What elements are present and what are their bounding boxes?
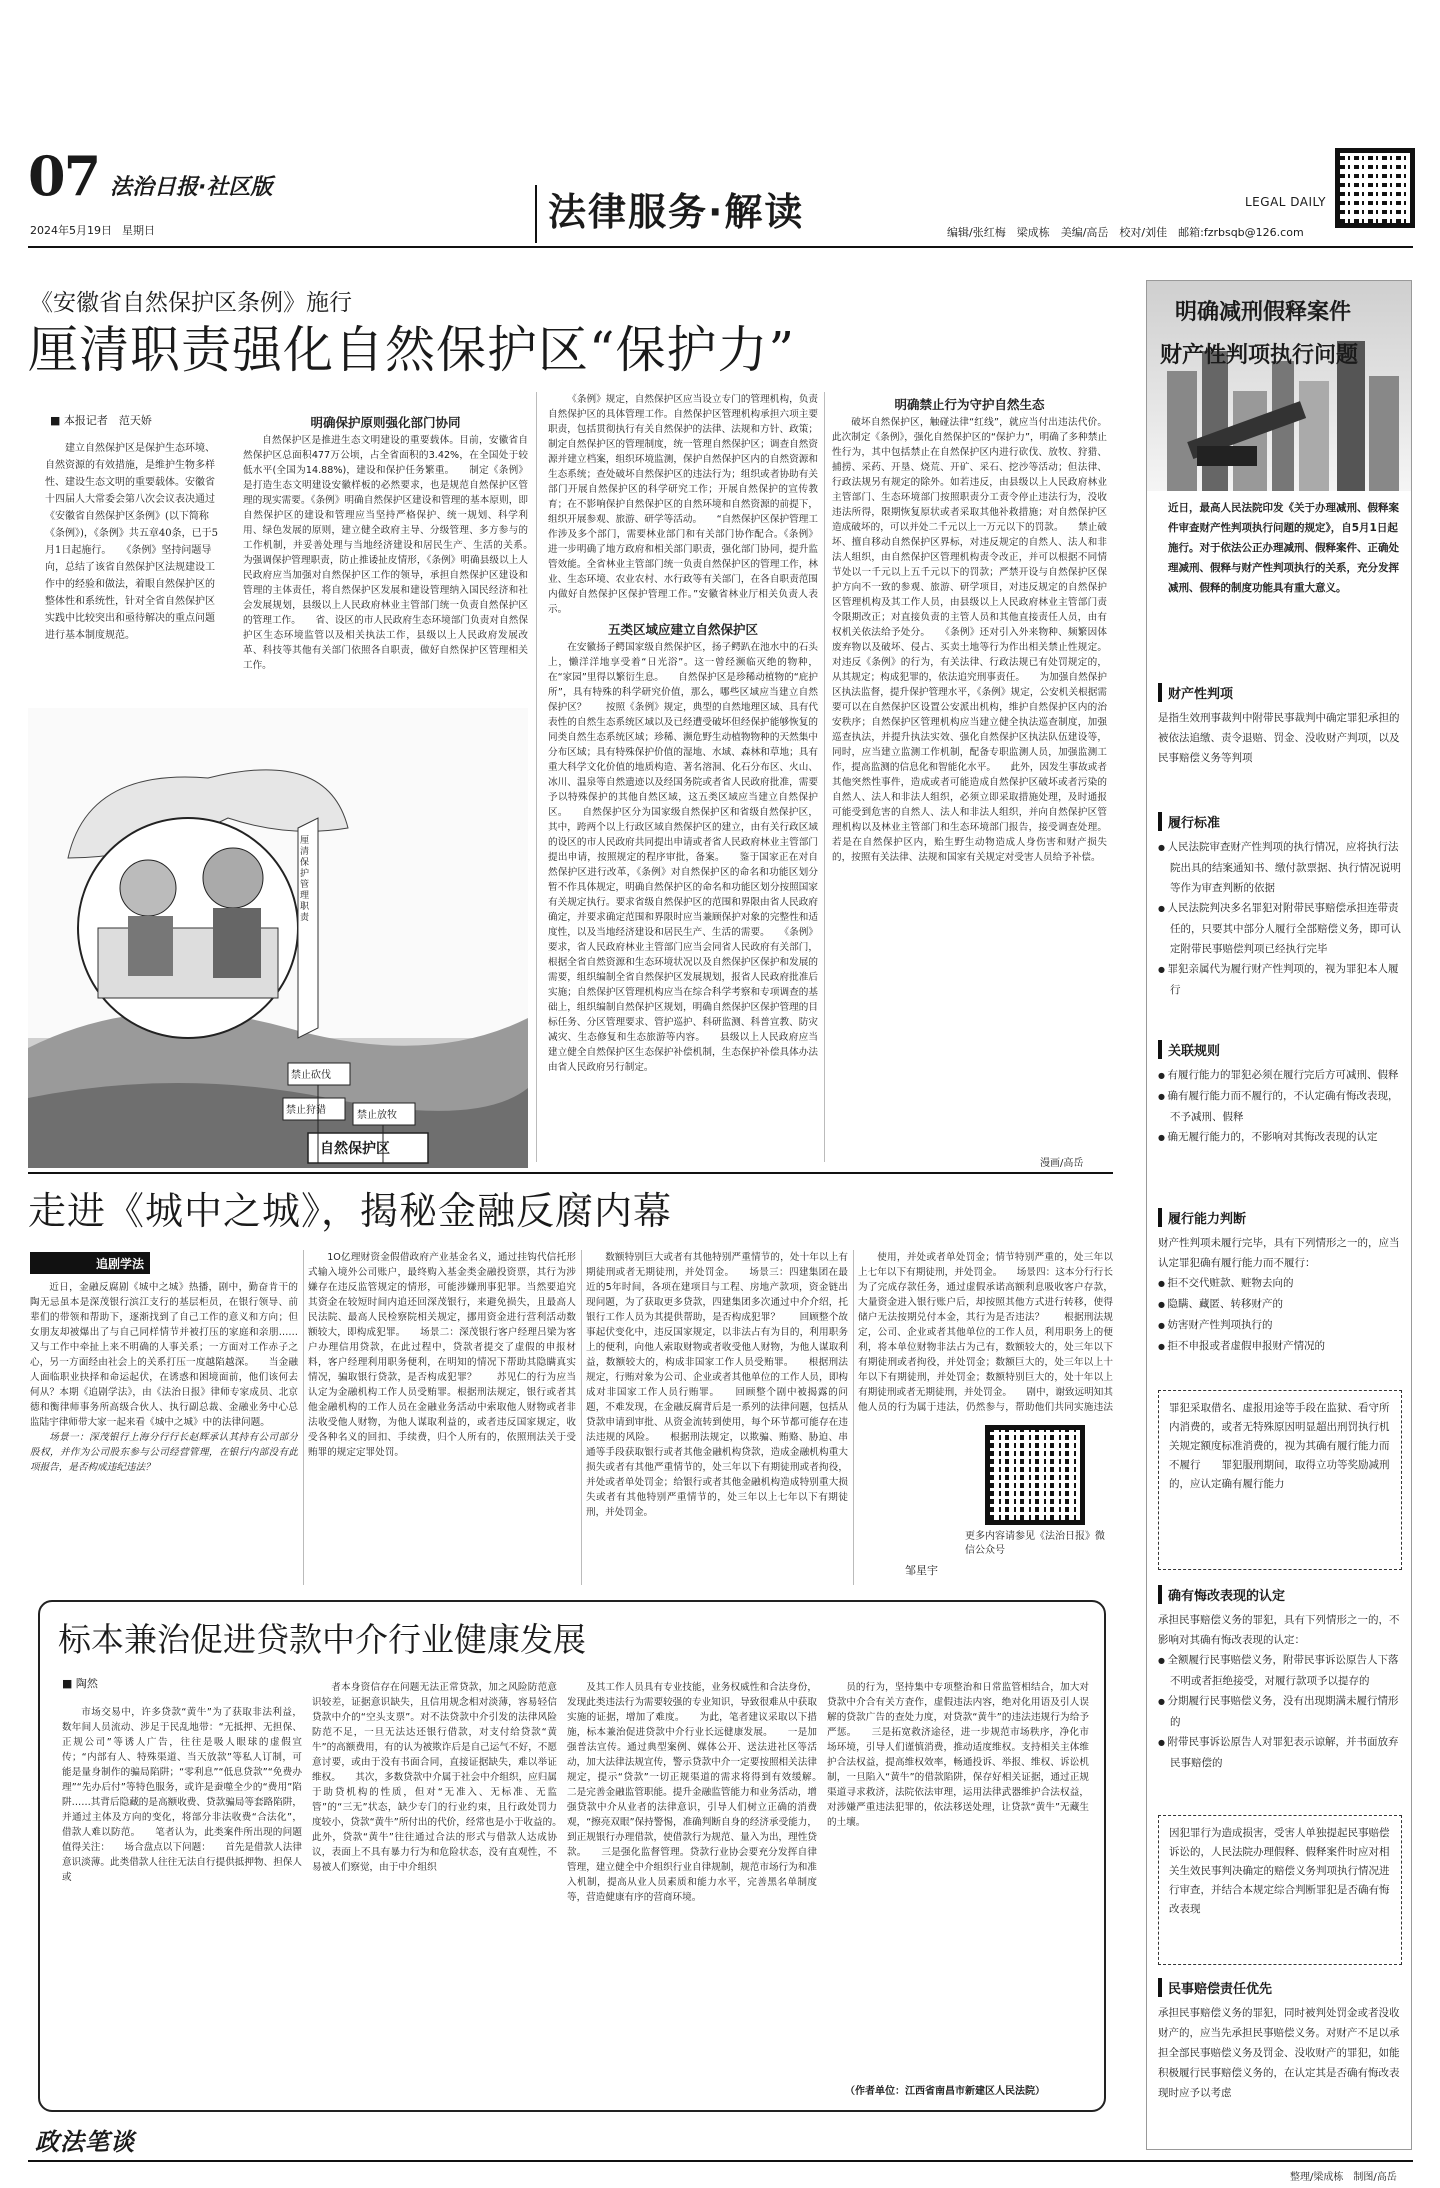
article3-headline: 标本兼治促进贷款中介行业健康发展 (58, 1620, 586, 1659)
article2-col4: 使用，并处或者单处罚金；情节特别严重的，处三年以上七年以下有期徒刑，并处罚金。 场景四：这本分行行长为了完成存款任务，通过虚假承诺高额利息吸收客户存款，大量资金进入银行账户后，却按照其他方式进行转移，使得储户无法按期兑付本金，其行为是否违法？ 根据刑法规定，公司、企业或者其他单位的工作人员，利用职务上的便利，将本单位财物非法占为己有，数额较大的，处三年以下有期徒刑或者拘役，并处罚金；数额巨大的，处三年以上十年以下有期徒刑，并处罚金；数额特别巨大的，处十年以上有期徒刑或者无期徒刑，并处罚金。 剧中，谢致远明知其他人员的行为属于违法，仍然参与，帮助他们共同实施违法 (858, 1252, 1113, 1413)
col-rule (536, 392, 537, 1162)
editors-line: 编辑/张红梅 梁成栋 美编/高岳 校对/刘佳 邮箱:fzrbsqb@126.com (947, 226, 1304, 239)
legal-daily-wordmark: LEGAL DAILY (1245, 195, 1326, 209)
sidebar-section-remorse (1158, 1585, 1402, 1773)
list-item: ● 有履行能力的罪犯必须在履行完后方可减刑、假释 (1158, 1065, 1402, 1086)
section-title: 民事赔偿责任优先 (1158, 1978, 1402, 1997)
cartoon-label-3: 禁止放牧 (357, 1110, 397, 1121)
sidebar-note-box-1: 罪犯采取借名、虚报用途等手段在监狱、看守所内消费的，或者无特殊原因明显超出刑罚执行机关规定额度标准消费的，视为其确有履行能力而不履行 罪犯服刑期间，取得立功等奖励减刑的，应认定确有履行能力 (1158, 1390, 1402, 1570)
article2-headline: 走进《城中之城》，揭秘金融反腐内幕 (28, 1189, 673, 1233)
article3-byline: ■ 陶然 (62, 1677, 98, 1690)
article1-byline: ■ 本报记者 范天娇 (50, 414, 152, 427)
section-title: 法律服务·解读 (548, 190, 805, 234)
article1-illustrator: 漫画/高岳 (1040, 1158, 1084, 1169)
section-title: 确有悔改表现的认定 (1158, 1585, 1402, 1604)
article1-subhead-3: 明确禁止行为守护自然生态 (894, 397, 1045, 412)
section-intro: 财产性判项未履行完毕，具有下列情形之一的，应当认定罪犯确有履行能力而不履行： (1158, 1237, 1400, 1269)
list-item: ● 人民法院审查财产性判项的执行情况，应将执行法院出具的结案通知书、缴付款票据、执行情况说明等作为审查判断的依据 (1158, 837, 1402, 898)
section-title: 关联规则 (1158, 1040, 1402, 1059)
sidebar-intro: 近日，最高人民法院印发《关于办理减刑、假释案件审查财产性判项执行问题的规定》，自5月1日起施行。对于依法公正办理减刑、假释案件、正确处理减刑、假释与财产性判项执行的关系，充分发挥减刑、假释的制度功能具有重大意义。 (1168, 502, 1399, 594)
header-qr-code (1335, 148, 1415, 228)
sidebar-title-line1: 明确减刑假释案件 (1175, 300, 1352, 325)
section-title: 财产性判项 (1158, 683, 1402, 702)
issue-weekday: 星期日 (122, 224, 155, 237)
sidebar-title-line2: 财产性判项执行问题 (1160, 343, 1359, 368)
list-item: ● 确有履行能力而不履行的，不认定确有悔改表现，不予减刑、假释 (1158, 1086, 1402, 1127)
cartoon-label-2: 禁止狩猎 (286, 1105, 326, 1116)
article1-col3: 明确禁止行为守护自然生态 破坏自然保护区，触碰法律“红线”，就应当付出违法代价。此次制定《条例》，强化自然保护区的“保护力”，明确了多种禁止性行为，其中包括禁止在自然保护区内进行砍伐、放牧、狩猎、捕捞、采药、开垦、烧荒、开矿、采石、挖沙等活动；但法律、行政法规另有规定的除外。如若违反，由县级以上人民政府林业主管部门、生态环境部门按照职责分工责令停止违法行为，没收违法所得，限期恢复原状或者采取其他补救措施；对自然保护区造成破坏的，可以并处二千元以上一万元以下的罚款。 禁止破坏、擅自移动自然保护区界标，对违反规定的自然人、法人和非法人组织，由自然保护区管理机构责令改正，并可以根据不同情节处以一千元以上五千元以下的罚款；严禁开设与自然保护区保护方向不一致的参观、旅游、研学项目，对违反规定的自然保护区管理机构及其工作人员，由县级以上人民政府林业主管部门责令限期改正；对直接负责的主管人员和其他直接责任人员，由有权机关依法给予处分。 《条例》还对引入外来物种、频繁因体废弃物以及破坏、侵占、买卖土地等行为作出相关禁止性规定。对违反《条例》的行为，有关法律、行政法规已有处罚规定的，从其规定；构成犯罪的，依法追究刑事责任。 为加强自然保护区执法监督，提升保护管理水平，《条例》规定，公安机关根据需要可以在自然保护区设置公安派出机构，维护自然保护区内的治安秩序；自然保护区管理机构应当建立健全执法巡查制度，加强巡查执法，并提升执法实效、强化自然保护区执法队伍建设等，同时，应当建立监测工作机制，配备专职监测人员，加强监测工作，提高监测的信息化和智能化水平。 此外，因发生事故或者其他突然性事件，造成或者可能造成自然保护区破坏或者污染的自然人、法人和非法人组织，必须立即采取措施处理，及时通报可能受到危害的自然人、法人和非法人组织，并向自然保护区管理机构以及林业主管部门和生态环境部门报告，接受调查处理。若是在自然保护区内，贻生野生动物造成人身伤害和财产损失的，按照有关法律、法规和国家有关规定对受害人员给予补偿。 (832, 397, 1107, 863)
col-rule (581, 1250, 582, 1585)
issue-date: 2024年5月19日 (30, 224, 112, 237)
article1-lead: 建立自然保护区是保护生态环境、自然资源的有效措施，是维护生物多样性、建设生态文明的重要载体。安徽省十四届人大常委会第八次会议表决通过《安徽省自然保护区条例》(以下简称《条例》)，《条例》共五章40条，已于5月1日起施行。 《条例》坚持问题导向，总结了该省自然保护区法规建设工作中的经验和做法，着眼自然保护区的整体性和系统性，针对全省自然保护区实践中比较突出和亟待解决的重点问题进行基本制度规范。 (45, 443, 218, 641)
list-item: ● 隐瞒、藏匿、转移财产的 (1158, 1294, 1402, 1315)
article1-subhead-1: 明确保护原则强化部门协同 (310, 415, 461, 430)
sidebar-section-civil (1158, 1978, 1402, 2121)
list-item: ● 附带民事诉讼原告人对罪犯表示谅解，并书面放弃民事赔偿的 (1158, 1732, 1402, 1773)
sidebar-section-standard (1158, 812, 1402, 1000)
article2-column-name: 追剧学法 (96, 1257, 145, 1271)
footer-rule (28, 2160, 1413, 2162)
article1-col2: 《条例》规定，自然保护区应当设立专门的管理机构，负责自然保护区的具体管理工作。自然保护区管理机构承担六项主要职责，包括贯彻执行有关自然保护的法律、法规和方针、政策；制定自然保护区的管理制度，统一管理自然保护区；调查自然资源并建立档案，组织环境监测，保护自然保护区内的自然资源和生态系统；查处破坏自然保护区的违法行为；组织或者协助有关部门开展自然保护区的科学研究工作；开展自然保护的宣传教育；在不影响保护自然保护区的自然环境和自然资源的前提下，组织开展参观、旅游、研学等活动。 “自然保护区保护管理工作涉及多个部门，需要林业部门和有关部门协作配合。《条例》进一步明确了地方政府和相关部门职责，强化部门协同，提升监管效能。全省林业主管部门统一负责自然保护区的管理工作，林业、生态环境、农业农村、水行政等有关部门，在各自职责范围内做好自然保护区保护管理工作。”安徽省林业厅相关负责人表示。 五类区域应建立自然保护区 在安徽扬子鳄国家级自然保护区，扬子鳄趴在池水中的石头上，懒洋洋地享受着“日光浴”。这一曾经濒临灭绝的物种，在“家园”里得以繁衍生息。 自然保护区是珍稀动植物的“庇护所”，具有特殊的科学研究价值，那么，哪些区域应当建立自然保护区？ 按照《条例》规定，典型的自然地理区域、具有代表性的自然生态系统区域以及已经遭受破坏但经保护能够恢复的同类自然生态系统区域；珍稀、濒危野生动植物物种的天然集中分布区域；具有特殊保护价值的湿地、水域、森林和草地；具有重大科学文化价值的地质构造、著名溶洞、化石分布区、火山、冰川、温泉等自然遗迹以及经国务院或者省人民政府批准，需要予以特殊保护的其他自然区域，这五类区域应当建立自然保护区。 自然保护区分为国家级自然保护区和省级自然保护区，其中，跨两个以上行政区域自然保护区的建立，由有关行政区域的设区的市人民政府共同提出申请或者省人民政府林业主管部门提出申请，按照规定的程序审批，备案。 鉴于国家正在对自然保护区进行改革，《条例》对自然保护区的命名和功能区划分暂不作具体规定，明确自然保护区的命名和功能区划分按照国家有关规定执行。要求省级自然保护区的范围和界限由省人民政府确定，并要求确定范围和界限时应当兼顾保护对象的完整性和适度性，以及当地经济建设和居民生产、生活的需要。 《条例》要求，省人民政府林业主管部门应当会同省人民政府有关部门，根据全省自然资源和生态环境状况以及自然保护区保护和发展的需要，组织编制全省自然保护区发展规划，报省人民政府批准后实施；自然保护区管理机构应当在综合科学考察和专项调查的基础上，组织编制自然保护区规划，明确自然保护区保护管理的目标任务、分区管理要求、管护巡护、科研监测、科普宣教、防灾减灾、生态修复和生态旅游等内容。 县级以上人民政府应当建立健全自然保护区生态保护补偿机制，生态保护补偿具体办法由省人民政府另行制定。 (548, 394, 818, 1073)
section-title: 履行能力判断 (1158, 1208, 1402, 1227)
list-item: ● 拒不申报或者虚假申报财产情况的 (1158, 1336, 1402, 1357)
sidebar-section-rules (1158, 1040, 1402, 1148)
article-rule (28, 1172, 1113, 1174)
sidebar-note-box-2: 因犯罪行为造成损害，受害人单独提起民事赔偿诉讼的，人民法院办理假释、假释案件时应对相关生效民事判决确定的赔偿义务判项执行情况进行审查，并结合本规定综合判断罪犯是否确有悔改表现 (1158, 1815, 1402, 1965)
sidebar-section-ability (1158, 1208, 1402, 1357)
cartoon-label-1: 禁止砍伐 (291, 1070, 331, 1081)
footer-column-title: 政法笔谈 (35, 2128, 135, 2156)
col-rule (824, 392, 825, 1162)
article1-subhead-2: 五类区域应建立自然保护区 (607, 622, 758, 637)
cartoon-label-4: 自然保护区 (320, 1141, 390, 1157)
article2-col3: 数额特别巨大或者有其他特别严重情节的，处十年以上有期徒刑或者无期徒刑，并处罚金。 场景三：四建集团在最近的5年时间，各项在建项目与工程、房地产款项，资金链出现问题，为了获取更多贷款，四建集团多次通过中介介绍，托银行工作人员为其提供帮助，是否构成犯罪？ 回顾整个故事起伏变化中，违反国家规定，以非法占有为目的，利用职务上的便利，向他人索取财物或者收受他人财物，为他人谋取利益，数额较大的，构成非国家工作人员受贿罪。 根据刑法规定，行贿对象为公司、企业或者其他单位的工作人员，即构成对非国家工作人员行贿罪。 回顾整个剧中被揭露的问题，不难发现，在金融反腐背后是一系列的法律问题，包括从贷款申请到审批、从资金流转到使用，每个环节都可能存在违法违规的风险。 根据刑法规定，以欺骗、贿赂、胁迫、串通等手段获取银行或者其他金融机构贷款，造成金融机构重大损失或者有其他严重情节的，处三年以下有期徒刑或者拘役，并处或者单处罚金；给银行或者其他金融机构造成特别重大损失或者有其他特别严重情节的，处三年以上七年以下有期徒刑，并处罚金。 (586, 1252, 848, 1518)
list-item: ● 人民法院判决多名罪犯对附带民事赔偿承担连带责任的，只要其中部分人履行全部赔偿义务，即可认定附带民事赔偿判项已经执行完毕 (1158, 898, 1402, 959)
list-item: ● 拒不交代赃款、赃物去向的 (1158, 1273, 1402, 1294)
article1-headline: 厘清职责强化自然保护区“保护力” (28, 321, 796, 379)
section-intro: 承担民事赔偿义务的罪犯，具有下列情形之一的，不影响对其确有悔改表现的认定： (1158, 1614, 1400, 1646)
article3-col3: 及其工作人员具有专业技能，业务权威性和合法身份，发现此类违法行为需要较强的专业知识，导致很难从中获取实施的证据，增加了难度。 为此，笔者建议采取以下措施，标本兼治促进贷款中介行业长远健康发展。 一是加强普法宣传。通过典型案例、媒体公开、送法进社区等活动，加大法律法规宣传，警示贷款中介一定要按照相关法律规定，提示“贷款”一切正规渠道的需求将得到有效缓解。 二是完善金融监管职能。提升金融监管能力和业务活动，增强贷款中介从业者的法律意识，引导人们树立正确的消费观，“擦亮双眼”保持警惕，准确判断自身的经济承受能力，到正规银行办理借款，使借款行为规范、量入为出，理性贷款。 三是强化监督管理。贷款行业协会要充分发挥自律管理，建立健全中介组织行业自律规制，规范市场行为和准入机制，提高从业人员素质和能力水平，完善黑名单制度等，营造健康有序的营商环境。 (567, 1682, 817, 1903)
page-number: 07 (28, 144, 100, 208)
list-item: ● 确无履行能力的，不影响对其悔改表现的认定 (1158, 1127, 1402, 1148)
list-item: ● 分期履行民事赔偿义务，没有出现期满未履行情形的 (1158, 1691, 1402, 1732)
paper-name: 法治日报·社区版 (110, 175, 273, 200)
sidebar-section-property (1158, 683, 1402, 768)
article1-col1: 明确保护原则强化部门协同 自然保护区是推进生态文明建设的重要载体。目前，安徽省自然保护区总面积477万公顷，占全省面积的3.42%，在全国处于较低水平(全国为14.88%)，建设和保护任务繁重。 制定《条例》是打造生态文明建设安徽样板的必然要求，也是规范自然保护区管理的现实需要。《条例》明确自然保护区建设和管理的基本原则，即自然保护区的建设和管理应当坚持严格保护、统一规划、科学利用、绿色发展的原则，建立健全政府主导、分级管理、多方参与的工作机制，并妥善处理与当地经济建设和居民生产、生活的关系。 为强调保护管理职责，防止推诿扯皮情形，《条例》明确县级以上人民政府应当加强对自然保护区工作的领导，承担自然保护区建设和管理的主体责任，将自然保护区发展和建设管理纳入国民经济和社会发展规划，县级以上人民政府林业主管部门统一负责自然保护区的管理工作。 省、设区的市人民政府生态环境部门负责对自然保护区生态环境监管以及相关执法工作，县级以上人民政府发展改革、科技等其他有关部门依照各自职责，做好自然保护区管理相关工作。 (243, 415, 528, 671)
article3-author-org: （作者单位：江西省南昌市新建区人民法院） (845, 2086, 1045, 2097)
article1-kicker: 《安徽省自然保护区条例》施行 (30, 290, 352, 316)
list-item: ● 罪犯亲属代为履行财产性判项的，视为罪犯本人履行 (1158, 959, 1402, 1000)
header-divider (535, 185, 537, 243)
section-text: 是指生效刑事裁判中附带民事裁判中确定罪犯承担的被依法追缴、责令退赔、罚金、没收财产判项，以及民事赔偿义务等判项 (1158, 712, 1400, 764)
header-rule (28, 246, 1413, 248)
col-rule (303, 1250, 304, 1585)
article2-qr-caption: 更多内容请参见《法治日报》微信公众号 (965, 1531, 1105, 1556)
article3-col2: 者本身资信存在问题无法正常贷款，加之风险防范意识较差，证据意识缺失，且信用规念相对淡薄，容易轻信贷款中介的“空头支票”。对不法贷款中介引发的法律风险防范不足，一旦无法达还银行借款，对支付给贷款“黄牛”的高额费用，有的认为被欺诈后是自己运气不好，不愿意讨要，或由于没有书面合同，直接证据缺失，难以举证维权。 其次，多数贷款中介属于社会中介组织，应归属于助贷机构的性质，但对“无准入、无标准、无监管”的“三无”状态，缺少专门的行业约束，且行政处罚力度较小，贷款“黄牛”所付出的代价，经常也是小于收益的。 此外，贷款“黄牛”往往通过合法的形式与借款人达成协议，表面上不具有暴力行为和危险状态，没有直观性，不易被人们察觉，由于中介组织 (312, 1682, 557, 1873)
article3-col1: 市场交易中，许多贷款“黄牛”为了获取非法利益，数年间人员流动、涉足于民乱地带：“无抵押、无担保、正规公司”等诱人广告，往往是吸人眼球的虚假宣传；“内部有人、特殊渠道、当天放款”等私人订制，可能是量身制作的骗局陷阱；“零利息”“低息贷款”“免费办理”“先办后付”等特色服务，或许是蚕噬全少的“费用”陷阱……其背后隐藏的是高额收费、贷款骗局等套路陷阱，并通过主体及方向的变化，将部分非法收费“合法化”，借款人难以防范。 笔者认为，此类案件所出现的问题值得关注： 场合盘点以下问题： 首先是借款人法律意识淡薄。此类借款人往往无法自行提供抵押物、担保人或 (62, 1707, 302, 1883)
section-title: 履行标准 (1158, 812, 1402, 831)
col-rule (853, 1250, 854, 1585)
article2-col2: 1O亿理财资金假借政府产业基金名义，通过挂钩代信托形式输入境外公司账户，最终购入基金类金融投资票，其行为涉嫌存在违反监管规定的情形，可能涉嫌刑事犯罪。当然要追究其资金在较短时间内追还回深茂银行，来避免损失，且最高人民法院、最高人民检察院相关规定，挪用资金进行营利活动数额较大，即构成犯罪。 场景二：深茂银行客户经理吕梁为客户办理信用贷款，在此过程中，贷款者提交了虚假的申报材料，客户经理利用职务便利，在明知的情况下帮助其隐瞒真实情况，骗取银行贷款，是否构成犯罪？ 苏见仁的行为应当认定为金融机构工作人员受贿罪。根据刑法规定，银行或者其他金融机构的工作人员在金融业务活动中索取他人财物或者非法收受他人财物，为他人谋取利益的，或者违反国家规定，收受各种名义的回扣、手续费，归个人所有的，依照刑法关于受贿罪的规定定罪处罚。 (308, 1252, 576, 1458)
article2-qr-code (985, 1425, 1085, 1525)
list-item: ● 全额履行民事赔偿义务，附带民事诉讼原告人下落不明或者拒绝接受，对履行款项予以提存的 (1158, 1650, 1402, 1691)
sidebar-credits: 整理/梁成栋 制图/高岳 (1290, 2172, 1397, 2183)
cartoon-label-5: 厘清保护管理职责 (300, 836, 310, 923)
article1-cartoon (28, 708, 528, 1168)
article3-col4: 员的行为，坚持集中专项整治和日常监管相结合，加大对贷款中介合有关方査作，虚假违法内容，绝对化用语及引人误解的贷款广告的查处力度，对贷款“黄牛”的违法违规行为给予严惩。 三是拓宽救济途径，进一步规范市场秩序，净化市场环境，引导人们谨慎消费，推动适度维权。支持相关主体维护合法权益，提高维权效率，畅通投诉、举报、维权、诉讼机制，一旦陷入“黄牛”的借款陷阱，保存好相关证据，通过正规渠道寻求救济，法院依法审理，运用法律武器维护合法权益，对涉嫌严重违法犯罪的，依法移送处理，让贷款“黄牛”无藏生的土壤。 (827, 1682, 1089, 1828)
article2-col1: 近日，金融反腐剧《城中之城》热播，剧中，勤奋肯干的陶无忌虽本是深茂银行滨江支行的基层柜员，在银行领导、前辈们的带领和帮助下，逐渐找到了自己工作的意义和方向；但女朋友却被爆出了与自己同样情节并被打压的家庭和亲朋……又与工作中牵扯上来不明确的人事关系；一方面对工作赤子之心，另一方面经由社会上的关系打压一度越陷越深。 当金融人面临职业抉择和命运起伏，在诱惑和困境面前，他们该何去何从？本期《追剧学法》，由《法治日报》律师专家成员、北京德和衡律师事务所高级合伙人、执行副总裁、金融业务中心总监陆宇律师带大家一起来看《城中之城》中的法律问题。 场景一：深茂银行上海分行行长赵辉承认其持有公司部分股权，并作为公司股东参与公司经营管理，在银行内部没有此项报告，是否构成违纪违法？ (30, 1282, 298, 1473)
section-text: 承担民事赔偿义务的罪犯，同时被判处罚金或者没收财产的，应当先承担民事赔偿义务。对财产不足以承担全部民事赔偿义务及罚金、没收财产的罪犯，如能积极履行民事赔偿义务的，在认定其是否确有悔改表现时应予以考虑 (1158, 2007, 1400, 2099)
article2-author: 邹星宇 (905, 1564, 938, 1577)
list-item: ● 妨害财产性判项执行的 (1158, 1315, 1402, 1336)
